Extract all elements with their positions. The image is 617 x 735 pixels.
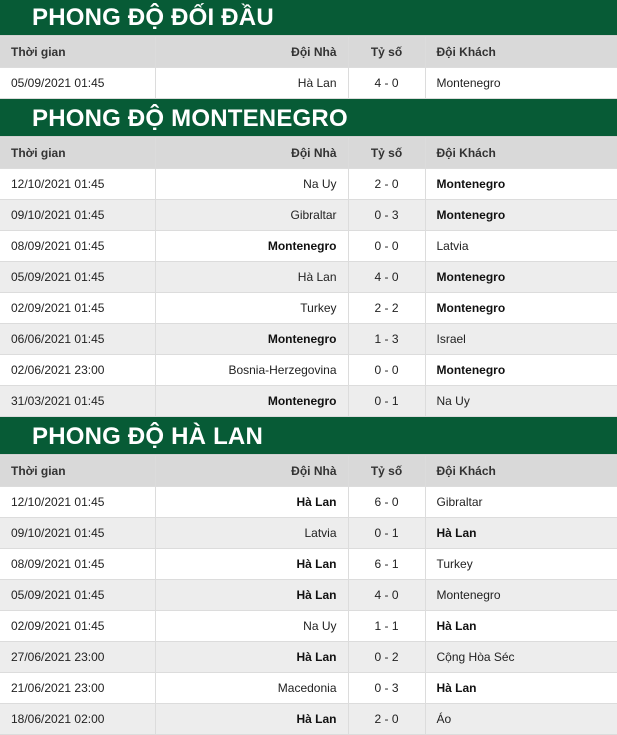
away-team: Montenegro	[425, 68, 617, 99]
away-team: Cộng Hòa Séc	[425, 642, 617, 673]
match-score: 4 - 0	[348, 580, 425, 611]
home-team: Bosnia-Herzegovina	[155, 355, 348, 386]
match-time: 06/06/2021 01:45	[0, 324, 155, 355]
header-home: Đội Nhà	[155, 456, 348, 487]
away-team: Montenegro	[425, 200, 617, 231]
away-team: Montenegro	[425, 293, 617, 324]
table-row	[0, 262, 617, 293]
away-team: Latvia	[425, 231, 617, 262]
home-team: Hà Lan	[155, 704, 348, 735]
table-row	[0, 355, 617, 386]
home-team: Hà Lan	[155, 549, 348, 580]
form-table	[0, 137, 617, 417]
match-score: 2 - 0	[348, 169, 425, 200]
form-table	[0, 455, 617, 735]
match-score: 2 - 2	[348, 293, 425, 324]
home-team: Latvia	[155, 518, 348, 549]
match-score: 0 - 0	[348, 231, 425, 262]
match-time: 05/09/2021 01:45	[0, 580, 155, 611]
table-header-row	[0, 456, 617, 487]
match-score: 0 - 3	[348, 673, 425, 704]
away-team: Montenegro	[425, 262, 617, 293]
table-row	[0, 200, 617, 231]
away-team: Gibraltar	[425, 487, 617, 518]
table-row	[0, 386, 617, 417]
header-time: Thời gian	[0, 37, 155, 68]
table-row	[0, 518, 617, 549]
match-time: 12/10/2021 01:45	[0, 487, 155, 518]
home-team: Montenegro	[155, 324, 348, 355]
match-time: 05/09/2021 01:45	[0, 68, 155, 99]
match-time: 27/06/2021 23:00	[0, 642, 155, 673]
match-time: 02/09/2021 01:45	[0, 611, 155, 642]
away-team: Hà Lan	[425, 518, 617, 549]
away-team: Hà Lan	[425, 611, 617, 642]
match-score: 0 - 2	[348, 642, 425, 673]
match-score: 4 - 0	[348, 68, 425, 99]
away-team: Na Uy	[425, 386, 617, 417]
header-time: Thời gian	[0, 456, 155, 487]
table-row	[0, 611, 617, 642]
home-team: Hà Lan	[155, 487, 348, 518]
match-time: 21/06/2021 23:00	[0, 673, 155, 704]
form-table	[0, 36, 617, 99]
match-time: 02/09/2021 01:45	[0, 293, 155, 324]
table-row	[0, 487, 617, 518]
away-team: Israel	[425, 324, 617, 355]
match-score: 0 - 1	[348, 386, 425, 417]
home-team: Hà Lan	[155, 580, 348, 611]
table-row	[0, 68, 617, 99]
match-time: 09/10/2021 01:45	[0, 200, 155, 231]
header-home: Đội Nhà	[155, 37, 348, 68]
table-row	[0, 324, 617, 355]
match-time: 08/09/2021 01:45	[0, 231, 155, 262]
match-score: 1 - 1	[348, 611, 425, 642]
header-home: Đội Nhà	[155, 138, 348, 169]
match-score: 0 - 3	[348, 200, 425, 231]
header-score: Tỷ số	[348, 456, 425, 487]
match-score: 0 - 0	[348, 355, 425, 386]
table-row	[0, 704, 617, 735]
table-row	[0, 549, 617, 580]
away-team: Montenegro	[425, 580, 617, 611]
match-time: 18/06/2021 02:00	[0, 704, 155, 735]
home-team: Montenegro	[155, 386, 348, 417]
match-score: 0 - 1	[348, 518, 425, 549]
away-team: Áo	[425, 704, 617, 735]
away-team: Hà Lan	[425, 673, 617, 704]
home-team: Hà Lan	[155, 642, 348, 673]
section-title: PHONG ĐỘ MONTENEGRO	[0, 99, 617, 137]
section-title: PHONG ĐỘ ĐỐI ĐẦU	[0, 0, 617, 36]
home-team: Turkey	[155, 293, 348, 324]
table-row	[0, 673, 617, 704]
home-team: Montenegro	[155, 231, 348, 262]
match-score: 2 - 0	[348, 704, 425, 735]
home-team: Hà Lan	[155, 68, 348, 99]
table-header-row	[0, 138, 617, 169]
match-score: 6 - 0	[348, 487, 425, 518]
match-time: 09/10/2021 01:45	[0, 518, 155, 549]
home-team: Macedonia	[155, 673, 348, 704]
table-row	[0, 231, 617, 262]
home-team: Gibraltar	[155, 200, 348, 231]
section-title: PHONG ĐỘ HÀ LAN	[0, 417, 617, 455]
home-team: Na Uy	[155, 169, 348, 200]
match-score: 4 - 0	[348, 262, 425, 293]
header-away: Đội Khách	[425, 138, 617, 169]
header-away: Đội Khách	[425, 37, 617, 68]
away-team: Montenegro	[425, 169, 617, 200]
match-time: 05/09/2021 01:45	[0, 262, 155, 293]
table-row	[0, 169, 617, 200]
table-row	[0, 580, 617, 611]
match-time: 12/10/2021 01:45	[0, 169, 155, 200]
table-row	[0, 642, 617, 673]
away-team: Turkey	[425, 549, 617, 580]
match-score: 6 - 1	[348, 549, 425, 580]
match-score: 1 - 3	[348, 324, 425, 355]
header-time: Thời gian	[0, 138, 155, 169]
match-time: 31/03/2021 01:45	[0, 386, 155, 417]
home-team: Na Uy	[155, 611, 348, 642]
header-score: Tỷ số	[348, 37, 425, 68]
table-row	[0, 293, 617, 324]
away-team: Montenegro	[425, 355, 617, 386]
match-time: 02/06/2021 23:00	[0, 355, 155, 386]
table-header-row	[0, 37, 617, 68]
home-team: Hà Lan	[155, 262, 348, 293]
header-away: Đội Khách	[425, 456, 617, 487]
match-time: 08/09/2021 01:45	[0, 549, 155, 580]
header-score: Tỷ số	[348, 138, 425, 169]
